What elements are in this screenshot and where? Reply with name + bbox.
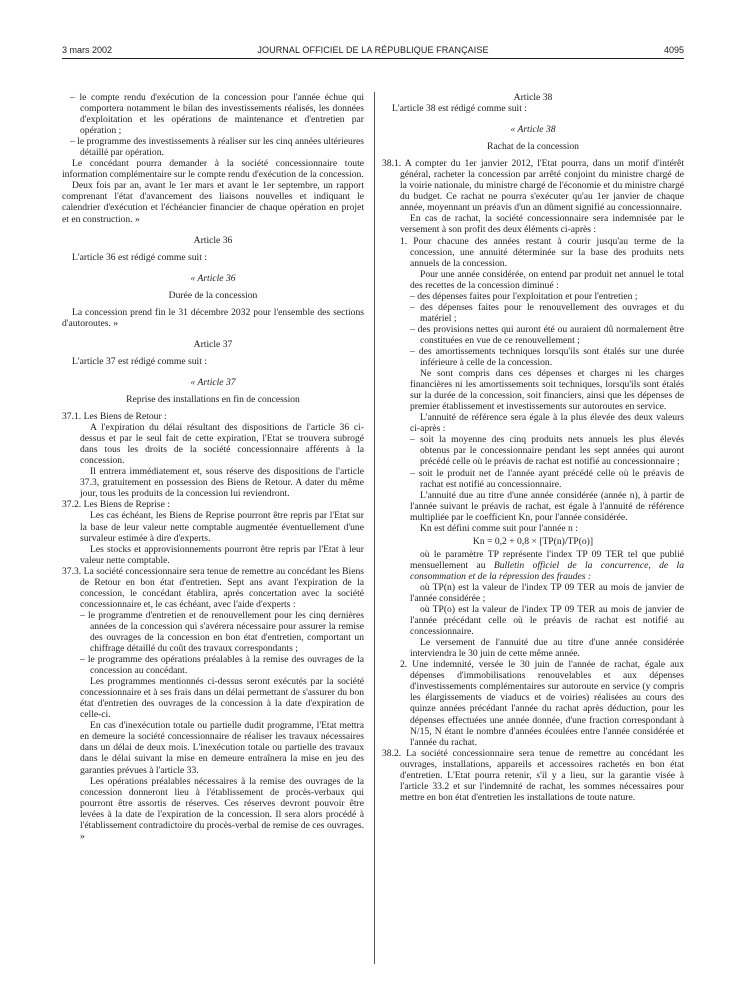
article-38-title: Article 38	[513, 92, 553, 103]
paragraph: Les programmes mentionnés ci-dessus seront exécutés par la société concessionnaire et à ses frais dans un délai permettant de s'assurer du bon état d'entretien des ouvrages de la concession à la date d'expiration de celle-ci.	[80, 676, 364, 721]
paragraph: où le paramètre TP représente l'index TP 09 TER tel que publié mensuellement au Bulletin officiel de la concurrence, de la consommation et de la répression des fraudes :	[410, 548, 684, 582]
paragraph: Kn est défini comme suit pour l'année n :	[420, 522, 578, 534]
paragraph: Pour une année considérée, on entend par produit net annuel le total des recettes de la concession diminué :	[410, 268, 684, 291]
list-item: – le programme d'entretien et de renouvellement pour les cinq dernières années de la concession qui s'avérera nécessaire pour assurer la remise des ouvrages de la concession en bon état d'entretien, comportant un chiffrage détaillé du coût des travaux correspondants ;	[80, 609, 364, 655]
paragraph: où TP(o) est la valeur de l'index TP 09 TER au mois de janvier de l'année précédant celle où le préavis de rachat est notifié au concessionnaire.	[410, 604, 684, 638]
header-journal-title: JOURNAL OFFICIEL DE LA RÉPUBLIQUE FRANÇAISE	[257, 45, 489, 55]
paragraph: Les cas échéant, les Biens de Reprise pourront être repris par l'Etat sur la base de leur valeur nette comptable augmentée éventuellement d'une survaleur estimée à dire d'experts.	[80, 510, 364, 544]
list-item: – des amortissements techniques lorsqu'ils sont étalés sur une durée inférieure à celle de la concession.	[410, 345, 684, 369]
column-divider	[374, 92, 375, 964]
paragraph: En cas d'inexécution totale ou partielle dudit programme, l'Etat mettra en demeure la société concessionnaire de réaliser les travaux nécessaires dans un délai de deux mois. L'inexécution totale ou partielle des travaux dans le délai suivant la mise en demeure entraînera la mise en jeu des garanties prévues à l'article 33.	[80, 720, 364, 776]
header-rule	[62, 58, 684, 59]
article-38-quote-title: « Article 38	[510, 124, 556, 136]
article-37-title: Article 37	[193, 338, 233, 350]
article-36-quote-title: « Article 36	[190, 272, 236, 284]
paragraph: Deux fois par an, avant le 1er mars et avant le 1er septembre, un rapport comprenant l'état d'avancement des liaisons nouvelles et indiquant le calendrier d'exécution et l'échéancier financier de chaque opération en projet et en construction. »	[62, 180, 364, 225]
item-1-text: 1. Pour chacune des années restant à courir jusqu'au terme de la concession, une annuité déterminée sur la base des produits nets annuels de la concession.	[400, 235, 684, 269]
list-item: – le programme des investissements à réaliser sur les cinq années ultérieures détaillé par opération.	[70, 136, 364, 159]
list-item: – des provisions nettes qui auront été ou auraient dû normalement être constituées en vue de ce renouvellement ;	[410, 323, 684, 346]
section-37-2-heading: 37.2. Les Biens de Reprise :	[62, 499, 170, 511]
article-37-quote-title: « Article 37	[190, 376, 236, 388]
list-item: – des dépenses faites pour le renouvellement des ouvrages et du matériel ;	[410, 301, 684, 324]
paragraph: Les stocks et approvisionnements pourront être repris par l'Etat à leur valeur nette comptable.	[80, 543, 364, 566]
article-36-title: Article 36	[193, 234, 233, 246]
section-37-3-text: 37.3. La société concessionnaire sera tenue de remettre au concédant les Biens de Retour en bon état d'entretien. Sept ans avant l'expiration de la concession, le concédant établira, après concertation avec la société concessionnaire et, le cas échéant, avec l'aide d'experts :	[62, 565, 364, 610]
formula: Kn = 0,2 + 0,8 × [TP(n)/TP(o)]	[472, 535, 594, 547]
paragraph: où TP(n) est la valeur de l'index TP 09 TER au mois de janvier de l'année considérée ;	[410, 581, 684, 605]
paragraph: Ne sont compris dans ces dépenses et charges ni les charges financières ni les amortissements soit techniques, lorsqu'ils sont étalés sur la durée de la concession, soit financiers, ainsi que les dépenses de premier établissement et investissements sur autoroutes en service.	[410, 368, 684, 413]
article-37-intro: L'article 37 est rédigé comme suit :	[72, 355, 207, 367]
page-header	[62, 45, 684, 59]
paragraph: Le concédant pourra demander à la société concessionnaire toute information complémentaire sur le compte rendu d'exécution de la concession.	[62, 158, 364, 181]
article-38-intro: L'article 38 est rédigé comme suit :	[392, 103, 527, 115]
section-38-1-text: 38.1. A compter du 1er janvier 2012, l'Etat pourra, dans un motif d'intérêt général, racheter la concession par arrêté conjoint du ministre chargé de la voirie nationale, du ministre chargé de l'économie et du ministre chargé du budget. Ce rachat ne pourra s'exécuter qu'au 1er janvier de chaque année, moyennant un préavis d'un an dûment signifié au concessionnaire.	[382, 158, 684, 214]
paragraph: L'annuité de référence sera égale à la plus élevée des deux valeurs ci-après :	[410, 412, 684, 435]
article-36-subtitle: Durée de la concession	[168, 289, 258, 301]
article-36-intro: L'article 36 est rédigé comme suit :	[72, 251, 207, 263]
header-date: 3 mars 2002	[62, 45, 113, 55]
article-37-subtitle: Reprise des installations en fin de concession	[126, 393, 300, 405]
paragraph: Il entrera immédiatement et, sous réserve des dispositions de l'article 37.3, gratuitement en possession des Biens de Retour. A dater du même jour, tous les produits de la concession lui reviendront.	[80, 466, 364, 500]
paragraph: Le versement de l'annuité due au titre d'une année considérée interviendra le 30 juin de cette même année.	[410, 637, 684, 660]
paragraph: L'annuité due au titre d'une année considérée (année n), à partir de l'année suivant le préavis de rachat, est égale à l'annuité de référence multipliée par le coefficient Kn, pour l'année considérée.	[410, 489, 684, 523]
paragraph: Les opérations préalables nécessaires à la remise des ouvrages de la concession donneront lieu à l'établissement de procès-verbaux qui pourront être assortis de réserves. Ces réserves devront pouvoir être levées à la date de l'expiration de la concession. Il sera alors procédé à l'établissement contradictoire du procès-verbal de remise de ces ouvrages. »	[80, 775, 364, 842]
section-37-1-heading: 37.1. Les Biens de Retour :	[62, 411, 167, 423]
right-column	[382, 92, 684, 803]
left-column	[62, 92, 364, 842]
list-item: – soit la moyenne des cinq produits nets annuels les plus élevés obtenus par le concessionnaire pendant les sept années qui auront précédé celle où le préavis de rachat est notifié au concessionnaire ;	[410, 434, 684, 468]
list-item: – le programme des opérations préalables à la remise des ouvrages de la concession au concédant.	[80, 654, 364, 677]
section-38-2-text: 38.2. La société concessionnaire sera tenue de remettre au concédant les ouvrages, installations, appareils et accessoires rachetés en bon état d'entretien. L'Etat pourra retenir, s'il y a lieu, sur la garantie visée à l'article 33.2 et sur l'indemnité de rachat, les sommes nécessaires pour mettre en bon état d'entretien les installations de toute nature.	[382, 747, 684, 803]
list-item: – des dépenses faites pour l'exploitation et pour l'entretien ;	[410, 290, 638, 302]
article-36-text: La concession prend fin le 31 décembre 2032 pour l'ensemble des sections d'autoroutes. »	[62, 306, 364, 329]
header-page-number: 4095	[663, 45, 684, 55]
item-2-text: 2. Une indemnité, versée le 30 juin de l'année de rachat, égale aux dépenses d'immobilisations renouvelables et aux dépenses d'investissements complémentaires sur autoroute en service (y compris les élargissements de viaducs et de voiries) réalisées au cours des quinze années précédant l'année du rachat après déduction, pour les dépenses effectuées une année donnée, d'une fraction correspondant à N/15, N étant le nombre d'années écoulées entre l'année considérée et l'année du rachat.	[400, 659, 684, 748]
paragraph: En cas de rachat, la société concessionnaire sera indemnisée par le versement à son profit des deux éléments ci-après :	[400, 213, 684, 236]
list-item: – le compte rendu d'exécution de la concession pour l'année échue qui comportera notamment le bilan des investissements réalisés, les données d'exploitation et les opérations de maintenance et d'entretien par opération ;	[70, 92, 364, 137]
list-item: – soit le produit net de l'année ayant précédé celle où le préavis de rachat est notifié au concessionnaire.	[410, 467, 684, 490]
paragraph: A l'expiration du délai résultant des dispositions de l'article 36 ci-dessus et par le seul fait de cette expiration, l'Etat se trouvera subrogé dans tous les droits de la société concessionnaire afférents à la concession.	[80, 422, 364, 467]
article-38-subtitle: Rachat de la concession	[487, 141, 579, 153]
